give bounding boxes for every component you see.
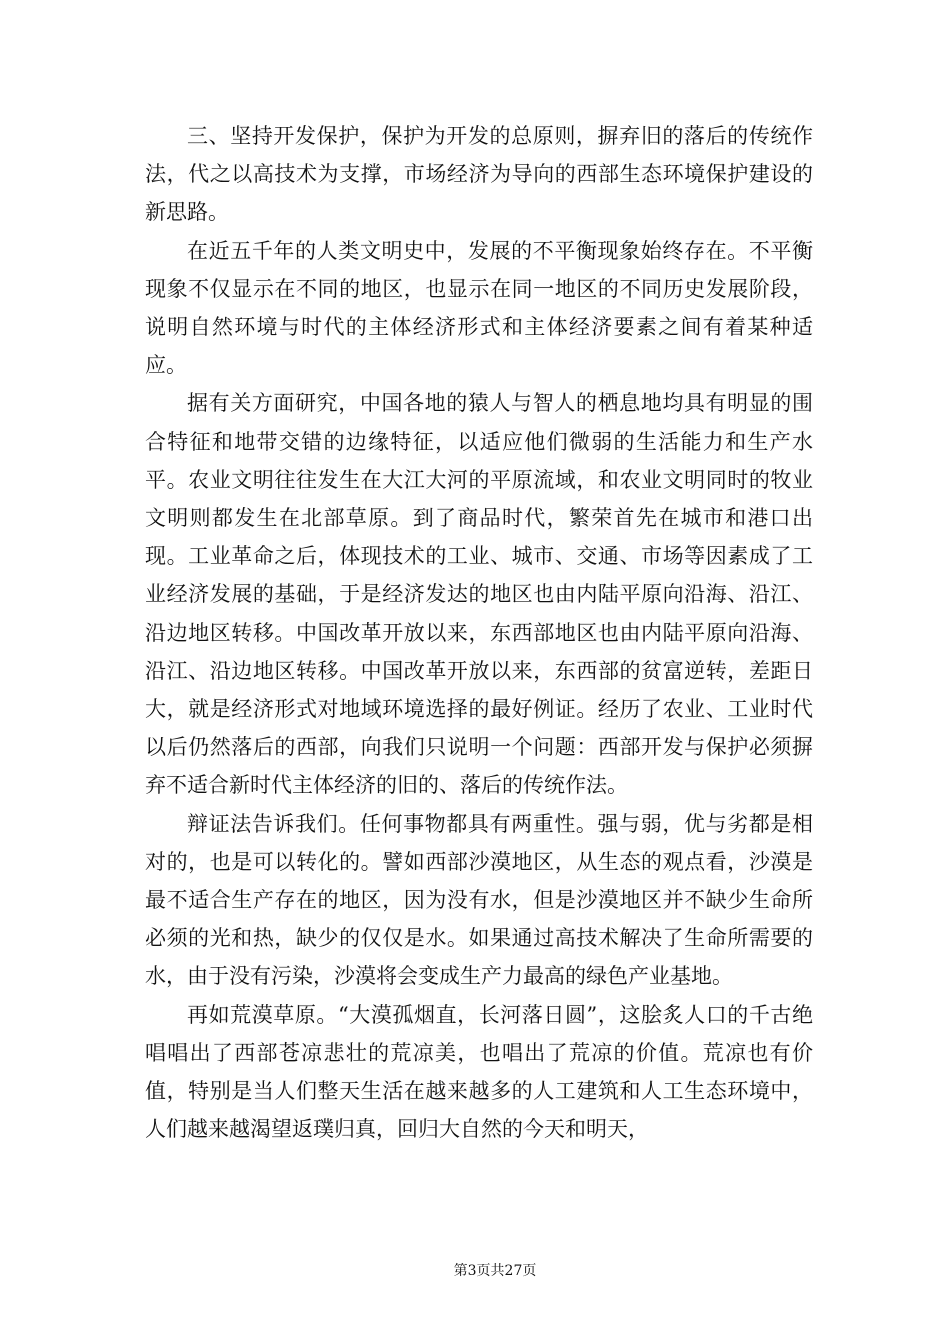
page-number-footer: 第3页共27页 xyxy=(453,1263,537,1279)
paragraph-2: 在近五千年的人类文明史中，发展的不平衡现象始终存在。不平衡现象不仅显示在不同的地区，也显示在同一地区的不同历史发展阶段，说明自然环境与时代的主体经济形式和主体经济要素之间有着某种适应。 xyxy=(145,238,813,378)
paragraph-5: 再如荒漠草原。“大漠孤烟直，长河落日圆”，这脍炙人口的千古绝唱唱出了西部苍凉悲壮的荒凉美，也唱出了荒凉的价值。荒凉也有价值，特别是当人们整天生活在越来越多的人工建筑和人工生态环境中，人们越来越渴望返璞归真，回归大自然的今天和明天， xyxy=(145,1002,813,1142)
paragraph-1: 三、坚持开发保护，保护为开发的总原则，摒弃旧的落后的传统作法，代之以高技术为支撑，市场经济为导向的西部生态环境保护建设的新思路。 xyxy=(145,124,813,225)
paragraph-3: 据有关方面研究，中国各地的猿人与智人的栖息地均具有明显的围合特征和地带交错的边缘特征，以适应他们微弱的生活能力和生产水平。农业文明往往发生在大江大河的平原流域，和农业文明同时的牧业文明则都发生在北部草原。到了商品时代，繁荣首先在城市和港口出现。工业革命之后，体现技术的工业、城市、交通、市场等因素成了工业经济发展的基础，于是经济发达的地区也由内陆平原向沿海、沿江、沿边地区转移。中国改革开放以来，东西部地区也由内陆平原向沿海、沿江、沿边地区转移。中国改革开放以来，东西部的贫富逆转，差距日大，就是经济形式对地域环境选择的最好例证。经历了农业、工业时代以后仍然落后的西部，向我们只说明一个问题：西部开发与保护必须摒弃不适合新时代主体经济的旧的、落后的传统作法。 xyxy=(145,391,813,798)
body-text xyxy=(145,117,813,1148)
paragraph-4: 辩证法告诉我们。任何事物都具有两重性。强与弱，优与劣都是相对的，也是可以转化的。譬如西部沙漠地区，从生态的观点看，沙漠是最不适合生产存在的地区，因为没有水，但是沙漠地区并不缺少生命所必须的光和热，缺少的仅仅是水。如果通过高技术解决了生命所需要的水，由于没有污染，沙漠将会变成生产力最高的绿色产业基地。 xyxy=(145,811,813,989)
